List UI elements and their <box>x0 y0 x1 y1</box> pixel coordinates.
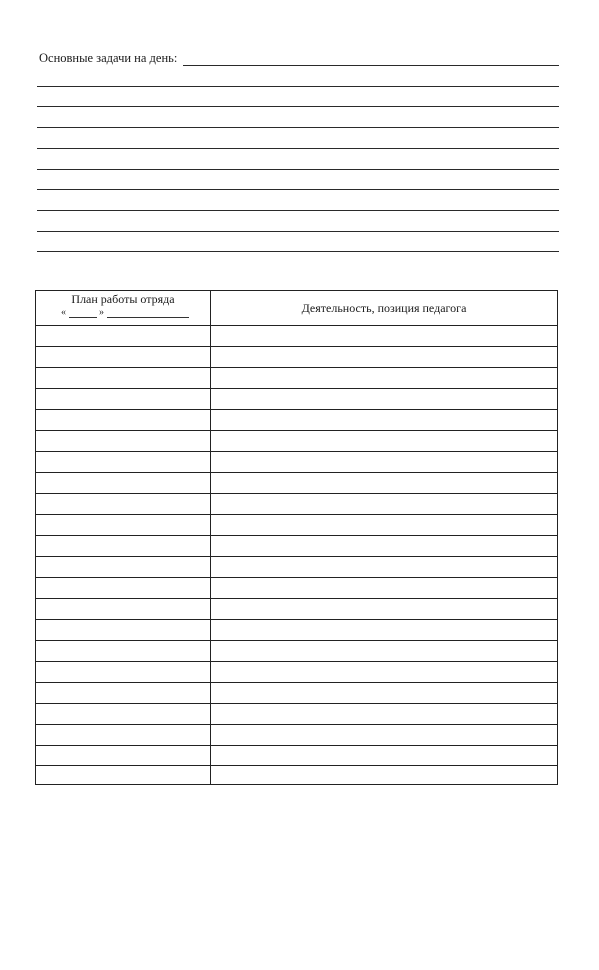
tasks-entry-line[interactable] <box>37 251 559 252</box>
table-row[interactable] <box>36 556 557 557</box>
plan-column-title: План работы отряда <box>71 292 175 306</box>
table-row[interactable] <box>36 451 557 452</box>
tasks-entry-line[interactable] <box>37 127 559 128</box>
table-row[interactable] <box>36 472 557 473</box>
date-month-blank[interactable] <box>107 317 189 318</box>
table-row[interactable] <box>36 346 557 347</box>
activity-column-title: Деятельность, позиция педагога <box>301 300 467 315</box>
date-day-blank[interactable] <box>69 317 97 318</box>
table-row[interactable] <box>36 598 557 599</box>
table-row[interactable] <box>36 661 557 662</box>
activity-column-header <box>211 291 557 325</box>
table-row[interactable] <box>36 619 557 620</box>
tasks-entry-line[interactable] <box>37 169 559 170</box>
table-row[interactable] <box>36 577 557 578</box>
table-row[interactable] <box>36 409 557 410</box>
table-row[interactable] <box>36 535 557 536</box>
table-row[interactable] <box>36 703 557 704</box>
table-row[interactable] <box>36 765 557 766</box>
date-quote-open: « <box>61 307 66 318</box>
table-row[interactable] <box>36 640 557 641</box>
tasks-entry-line[interactable] <box>37 210 559 211</box>
tasks-entry-line[interactable] <box>37 106 559 107</box>
daily-tasks-label: Основные задачи на день: <box>39 51 178 65</box>
header-divider <box>36 325 557 326</box>
table-row[interactable] <box>36 388 557 389</box>
plan-table <box>35 290 558 785</box>
table-row[interactable] <box>36 724 557 725</box>
table-row[interactable] <box>36 682 557 683</box>
tasks-entry-line[interactable] <box>37 231 559 232</box>
tasks-entry-line[interactable] <box>37 86 559 87</box>
tasks-entry-line[interactable] <box>37 148 559 149</box>
plan-column-header <box>36 292 210 320</box>
table-row[interactable] <box>36 514 557 515</box>
column-divider <box>210 291 211 784</box>
date-quote-close: » <box>99 307 104 318</box>
plan-date-field[interactable] <box>36 306 210 320</box>
tasks-entry-line[interactable] <box>183 65 559 66</box>
table-row[interactable] <box>36 493 557 494</box>
tasks-entry-line[interactable] <box>37 189 559 190</box>
table-row[interactable] <box>36 430 557 431</box>
table-row[interactable] <box>36 367 557 368</box>
table-row[interactable] <box>36 745 557 746</box>
